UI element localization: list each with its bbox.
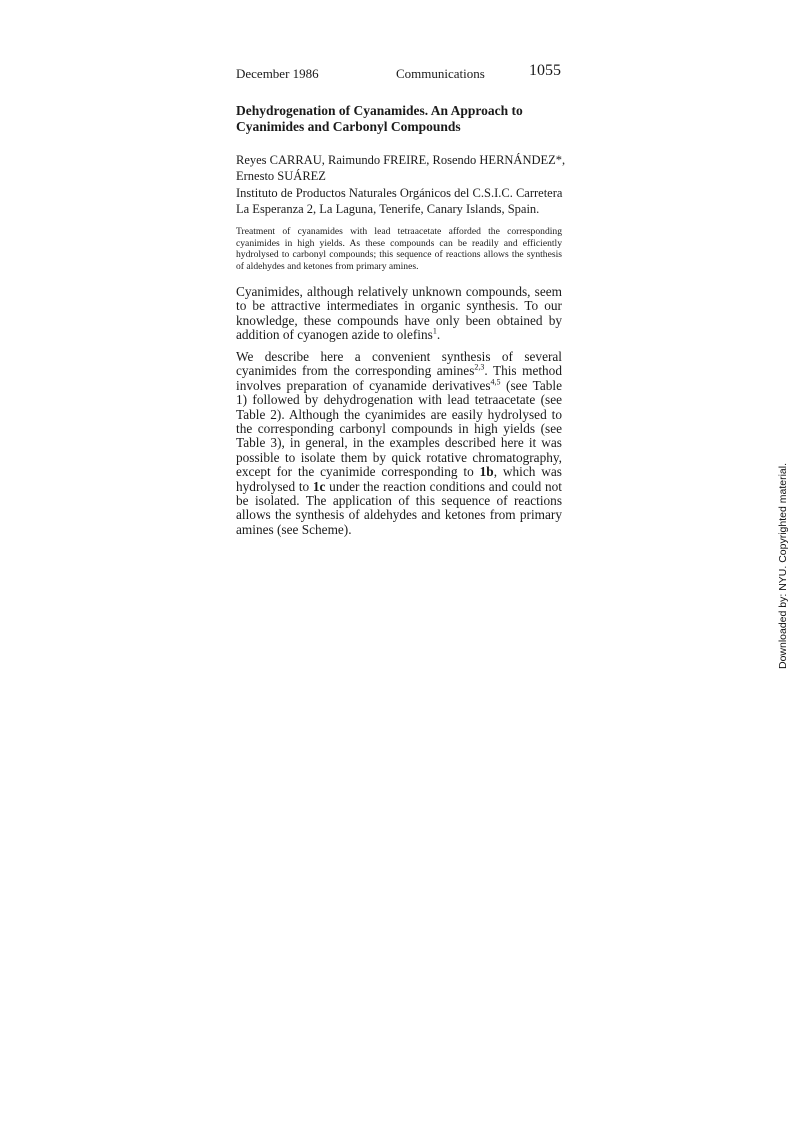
p1-end: . <box>436 327 441 343</box>
abstract: Treatment of cyanamides with lead tetraacetate afforded the corresponding cyanimides in high yields. As these compounds can be readily and efficiently hydrolysed to carbonyl compounds; this sequence of reactions allows the synthesis of aldehydes and ketones from primary amines. <box>236 226 562 272</box>
author-list: Reyes CARRAU, Raimundo FREIRE, Rosendo HERNÁNDEZ*, Ernesto SUÁREZ <box>236 153 566 183</box>
article-title: Dehydrogenation of Cyanamides. An Approach to Cyanimides and Carbonyl Compounds <box>236 103 523 134</box>
reference-marker: 1 <box>432 326 437 336</box>
reference-marker: 4,5 <box>490 377 501 387</box>
affiliation: Instituto de Productos Naturales Orgánicos del C.S.I.C. Carretera La Esperanza 2, La Laguna, Tenerife, Canary Islands, Spain. <box>236 186 563 216</box>
p2-text-a: We describe here a convenient synthesis of several cyanimides from the corresponding amines <box>236 349 562 379</box>
compound-label: 1b <box>479 464 494 480</box>
page-number: 1055 <box>529 62 561 79</box>
compound-label: 1c <box>312 478 326 494</box>
p2-text-b: . This method involves preparation of cyanamide derivatives <box>236 363 562 393</box>
p2-text-c: (see Table 1) followed by dehydrogenation with lead tetraacetate (see Table 2). Although the cyanimides are easily hydrolysed to the corresponding carbonyl compounds in high yields (see Table 3), in general, in the examples described here it was possible to isolate them by quick rotative chromatography, except for the cyanimide corresponding to <box>236 377 562 480</box>
p2-text-e: under the reaction conditions and could not be isolated. The application of this sequence of reactions allows the synthesis of aldehydes and ketones from primary amines (see Scheme). <box>236 478 562 537</box>
reference-marker: 2,3 <box>474 362 485 372</box>
running-header <box>236 62 561 82</box>
body-paragraph-2 <box>236 350 562 537</box>
p1-text: Cyanimides, although relatively unknown compounds, seem to be attractive intermediates in organic synthesis. To our knowledge, these compounds have only been obtained by addition of cyanogen azide to olefins <box>236 284 562 343</box>
issue-date: December 1986 <box>236 66 319 81</box>
p2-text-d: , which was hydrolysed to <box>236 464 562 494</box>
download-watermark: Downloaded by: NYU. Copyrighted material. <box>777 462 789 670</box>
body-paragraph-1 <box>236 285 562 343</box>
journal-section: Communications <box>396 66 485 81</box>
